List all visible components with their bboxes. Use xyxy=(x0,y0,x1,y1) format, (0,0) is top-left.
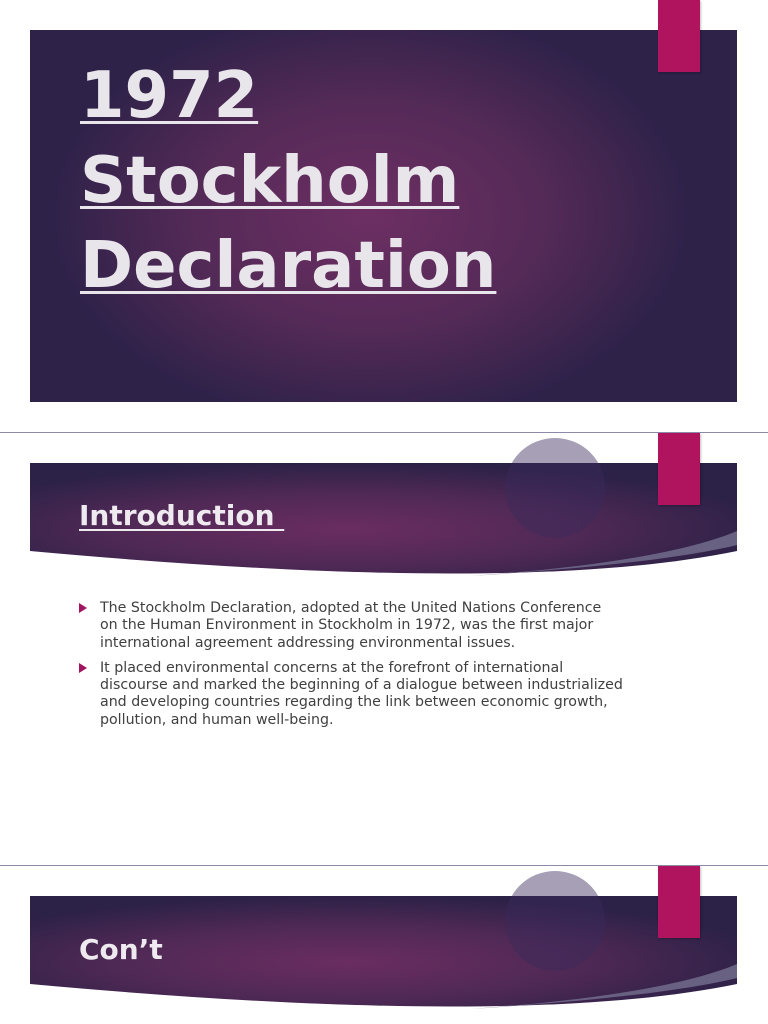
presentation-title: 1972 Stockholm Declaration xyxy=(80,59,497,303)
list-item xyxy=(78,660,623,729)
slide-heading: Introduction xyxy=(79,499,285,532)
bullet-text: It placed environmental concerns at the forefront of international discourse and marked the beginning of a dialogue between industrialized and developing countries regarding the link between economic growth, pollution, and human well-being. xyxy=(100,659,623,728)
slide-1-title[interactable] xyxy=(0,0,768,432)
bullet-list xyxy=(78,600,623,737)
bullet-text: The Stockholm Declaration, adopted at the United Nations Conference on the Human Environment in Stockholm in 1972, was the first major international agreement addressing environmental issues. xyxy=(100,600,602,651)
triangle-bullet-icon xyxy=(79,663,87,673)
list-item xyxy=(78,600,623,652)
accent-tab xyxy=(658,433,700,505)
slide-3-continued[interactable] xyxy=(0,866,768,1024)
triangle-bullet-icon xyxy=(79,603,87,613)
slide-heading: Con’t xyxy=(79,933,163,966)
accent-tab xyxy=(658,0,700,72)
accent-tab xyxy=(658,866,700,938)
slide-2-introduction[interactable] xyxy=(0,433,768,865)
